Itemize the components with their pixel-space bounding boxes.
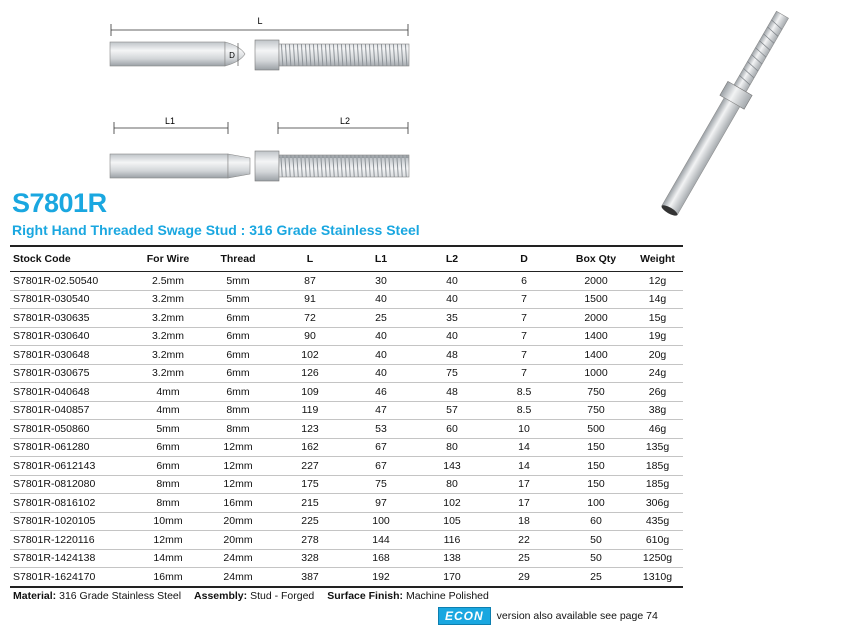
label-L1: L1 — [164, 116, 176, 126]
table-row — [10, 438, 683, 457]
table-cell: 72 — [274, 309, 346, 328]
table-cell: 40 — [346, 346, 416, 365]
table-cell: 215 — [274, 494, 346, 513]
product-subtitle: Right Hand Threaded Swage Stud : 316 Grade Stainless Steel — [12, 222, 420, 238]
table-cell: 40 — [416, 272, 488, 291]
econ-note — [438, 607, 658, 625]
table-cell: 162 — [274, 438, 346, 457]
table-cell: S7801R-030635 — [10, 309, 134, 328]
table-cell: 24mm — [202, 549, 274, 568]
table-cell: 5mm — [202, 290, 274, 309]
table-cell: 17 — [488, 494, 560, 513]
spec-footer — [13, 590, 489, 602]
table-cell: 50 — [560, 549, 632, 568]
table-cell: S7801R-040857 — [10, 401, 134, 420]
table-row — [10, 290, 683, 309]
table-cell: 6mm — [202, 346, 274, 365]
table-cell: S7801R-02.50540 — [10, 272, 134, 291]
stud-drawing-top — [110, 16, 409, 70]
table-cell: 40 — [416, 327, 488, 346]
table-cell: 6mm — [202, 327, 274, 346]
table-cell: 12mm — [202, 475, 274, 494]
table-cell: 38g — [632, 401, 683, 420]
table-cell: S7801R-050860 — [10, 420, 134, 439]
col-thread: Thread — [202, 246, 274, 272]
table-cell: 102 — [274, 346, 346, 365]
label-D: D — [229, 51, 235, 60]
table-cell: 185g — [632, 475, 683, 494]
table-cell: 328 — [274, 549, 346, 568]
table-cell: 24mm — [202, 568, 274, 587]
table-cell: 40 — [346, 364, 416, 383]
table-cell: 16mm — [134, 568, 202, 587]
table-cell: 20mm — [202, 531, 274, 550]
material-value: 316 Grade Stainless Steel — [59, 590, 182, 602]
table-cell: 387 — [274, 568, 346, 587]
table-cell: 102 — [416, 494, 488, 513]
table-cell: 6 — [488, 272, 560, 291]
table-cell: 435g — [632, 512, 683, 531]
table-cell: S7801R-1424138 — [10, 549, 134, 568]
finish-value: Machine Polished — [405, 590, 489, 602]
col-box-qty: Box Qty — [560, 246, 632, 272]
table-cell: 26g — [632, 383, 683, 402]
table-cell: S7801R-0812080 — [10, 475, 134, 494]
table-cell: 1310g — [632, 568, 683, 587]
table-row — [10, 494, 683, 513]
table-cell: 91 — [274, 290, 346, 309]
table-row — [10, 364, 683, 383]
table-cell: 46g — [632, 420, 683, 439]
table-cell: 1000 — [560, 364, 632, 383]
table-row — [10, 475, 683, 494]
table-cell: 3.2mm — [134, 346, 202, 365]
table-cell: 80 — [416, 438, 488, 457]
table-cell: 75 — [346, 475, 416, 494]
table-cell: 60 — [560, 512, 632, 531]
table-cell: 80 — [416, 475, 488, 494]
table-cell: 12mm — [202, 438, 274, 457]
table-cell: 7 — [488, 309, 560, 328]
table-cell: 40 — [346, 327, 416, 346]
table-cell: 2000 — [560, 309, 632, 328]
table-cell: 16mm — [202, 494, 274, 513]
table-cell: 7 — [488, 364, 560, 383]
table-cell: 185g — [632, 457, 683, 476]
table-cell: 123 — [274, 420, 346, 439]
spec-table — [10, 245, 683, 588]
table-cell: 7 — [488, 346, 560, 365]
table-cell: S7801R-0612143 — [10, 457, 134, 476]
table-cell: 18 — [488, 512, 560, 531]
econ-note-text: version also available see page 74 — [496, 610, 658, 622]
table-cell: 1500 — [560, 290, 632, 309]
table-cell: S7801R-061280 — [10, 438, 134, 457]
table-cell: S7801R-030675 — [10, 364, 134, 383]
table-cell: 12mm — [202, 457, 274, 476]
material-label: Material: — [13, 590, 57, 602]
table-cell: 1400 — [560, 327, 632, 346]
table-cell: 126 — [274, 364, 346, 383]
table-cell: 48 — [416, 346, 488, 365]
table-cell: 150 — [560, 457, 632, 476]
table-cell: 1250g — [632, 549, 683, 568]
table-cell: 47 — [346, 401, 416, 420]
table-cell: 138 — [416, 549, 488, 568]
label-L: L — [257, 16, 263, 26]
table-cell: 100 — [560, 494, 632, 513]
table-cell: 50 — [560, 531, 632, 550]
table-row — [10, 549, 683, 568]
col-weight: Weight — [632, 246, 683, 272]
table-cell: 306g — [632, 494, 683, 513]
table-cell: 25 — [488, 549, 560, 568]
table-cell: 144 — [346, 531, 416, 550]
table-cell: 6mm — [202, 383, 274, 402]
table-cell: 610g — [632, 531, 683, 550]
econ-badge: ECON — [438, 607, 491, 625]
table-cell: 105 — [416, 512, 488, 531]
table-cell: 116 — [416, 531, 488, 550]
table-cell: 14g — [632, 290, 683, 309]
assembly-value: Stud - Forged — [250, 590, 315, 602]
table-cell: 3.2mm — [134, 309, 202, 328]
table-cell: 53 — [346, 420, 416, 439]
table-row — [10, 327, 683, 346]
table-cell: S7801R-030540 — [10, 290, 134, 309]
table-cell: 14mm — [134, 549, 202, 568]
col-L1: L1 — [346, 246, 416, 272]
table-cell: 67 — [346, 438, 416, 457]
table-cell: 225 — [274, 512, 346, 531]
table-row — [10, 457, 683, 476]
table-cell: 3.2mm — [134, 290, 202, 309]
table-cell: 750 — [560, 401, 632, 420]
table-cell: 15g — [632, 309, 683, 328]
table-cell: 5mm — [202, 272, 274, 291]
table-row — [10, 531, 683, 550]
table-cell: 87 — [274, 272, 346, 291]
table-cell: 150 — [560, 438, 632, 457]
table-cell: 500 — [560, 420, 632, 439]
table-cell: 25 — [560, 568, 632, 587]
spec-table-body — [10, 272, 683, 587]
table-cell: S7801R-030648 — [10, 346, 134, 365]
table-cell: 22 — [488, 531, 560, 550]
table-cell: 8mm — [202, 401, 274, 420]
table-row — [10, 420, 683, 439]
table-row — [10, 309, 683, 328]
table-cell: 2.5mm — [134, 272, 202, 291]
table-cell: 8mm — [134, 494, 202, 513]
table-row — [10, 272, 683, 291]
table-cell: 100 — [346, 512, 416, 531]
table-cell: 7 — [488, 290, 560, 309]
table-cell: 75 — [416, 364, 488, 383]
table-cell: 14 — [488, 457, 560, 476]
table-cell: 57 — [416, 401, 488, 420]
table-cell: S7801R-1624170 — [10, 568, 134, 587]
table-cell: S7801R-040648 — [10, 383, 134, 402]
table-cell: 10 — [488, 420, 560, 439]
table-cell: 12mm — [134, 531, 202, 550]
table-cell: 35 — [416, 309, 488, 328]
col-for-wire: For Wire — [134, 246, 202, 272]
label-L2: L2 — [339, 116, 351, 126]
table-cell: 170 — [416, 568, 488, 587]
table-cell: 17 — [488, 475, 560, 494]
table-cell: 19g — [632, 327, 683, 346]
table-cell: 109 — [274, 383, 346, 402]
table-cell: 3.2mm — [134, 364, 202, 383]
finish-label: Surface Finish: — [327, 590, 404, 602]
table-cell: 40 — [346, 290, 416, 309]
table-cell: 20g — [632, 346, 683, 365]
table-cell: 67 — [346, 457, 416, 476]
table-cell: 90 — [274, 327, 346, 346]
table-cell: 6mm — [134, 457, 202, 476]
table-row — [10, 401, 683, 420]
table-cell: S7801R-0816102 — [10, 494, 134, 513]
table-cell: 168 — [346, 549, 416, 568]
table-cell: 6mm — [134, 438, 202, 457]
table-cell: 29 — [488, 568, 560, 587]
col-L: L — [274, 246, 346, 272]
table-cell: 48 — [416, 383, 488, 402]
table-cell: 2000 — [560, 272, 632, 291]
table-cell: 8mm — [134, 475, 202, 494]
table-cell: 3.2mm — [134, 327, 202, 346]
product-code: S7801R — [12, 188, 107, 218]
table-cell: 14 — [488, 438, 560, 457]
table-cell: 750 — [560, 383, 632, 402]
table-cell: 10mm — [134, 512, 202, 531]
assembly-label: Assembly: — [194, 590, 248, 602]
table-cell: 8.5 — [488, 383, 560, 402]
table-cell: 46 — [346, 383, 416, 402]
table-row — [10, 346, 683, 365]
table-cell: 20mm — [202, 512, 274, 531]
table-cell: S7801R-1220116 — [10, 531, 134, 550]
table-cell: 4mm — [134, 401, 202, 420]
table-cell: 119 — [274, 401, 346, 420]
table-cell: 12g — [632, 272, 683, 291]
table-cell: 278 — [274, 531, 346, 550]
table-row — [10, 512, 683, 531]
table-cell: 192 — [346, 568, 416, 587]
table-cell: 150 — [560, 475, 632, 494]
col-stock-code: Stock Code — [10, 246, 134, 272]
table-cell: 7 — [488, 327, 560, 346]
table-cell: 25 — [346, 309, 416, 328]
table-cell: 40 — [416, 290, 488, 309]
table-cell: 227 — [274, 457, 346, 476]
stud-drawing-bottom — [110, 116, 409, 181]
col-D: D — [488, 246, 560, 272]
table-row — [10, 383, 683, 402]
table-cell: S7801R-1020105 — [10, 512, 134, 531]
table-cell: 143 — [416, 457, 488, 476]
table-cell: 1400 — [560, 346, 632, 365]
table-cell: 4mm — [134, 383, 202, 402]
dimension-diagram — [100, 8, 420, 193]
table-cell: 6mm — [202, 364, 274, 383]
col-L2: L2 — [416, 246, 488, 272]
table-cell: 135g — [632, 438, 683, 457]
table-cell: 175 — [274, 475, 346, 494]
table-cell: 97 — [346, 494, 416, 513]
table-cell: 60 — [416, 420, 488, 439]
table-cell: 6mm — [202, 309, 274, 328]
table-cell: 30 — [346, 272, 416, 291]
spec-table-header — [10, 246, 683, 272]
table-cell: 5mm — [134, 420, 202, 439]
table-cell: 8.5 — [488, 401, 560, 420]
table-row — [10, 568, 683, 587]
table-cell: 24g — [632, 364, 683, 383]
product-photo — [590, 8, 850, 238]
table-cell: S7801R-030640 — [10, 327, 134, 346]
table-cell: 8mm — [202, 420, 274, 439]
